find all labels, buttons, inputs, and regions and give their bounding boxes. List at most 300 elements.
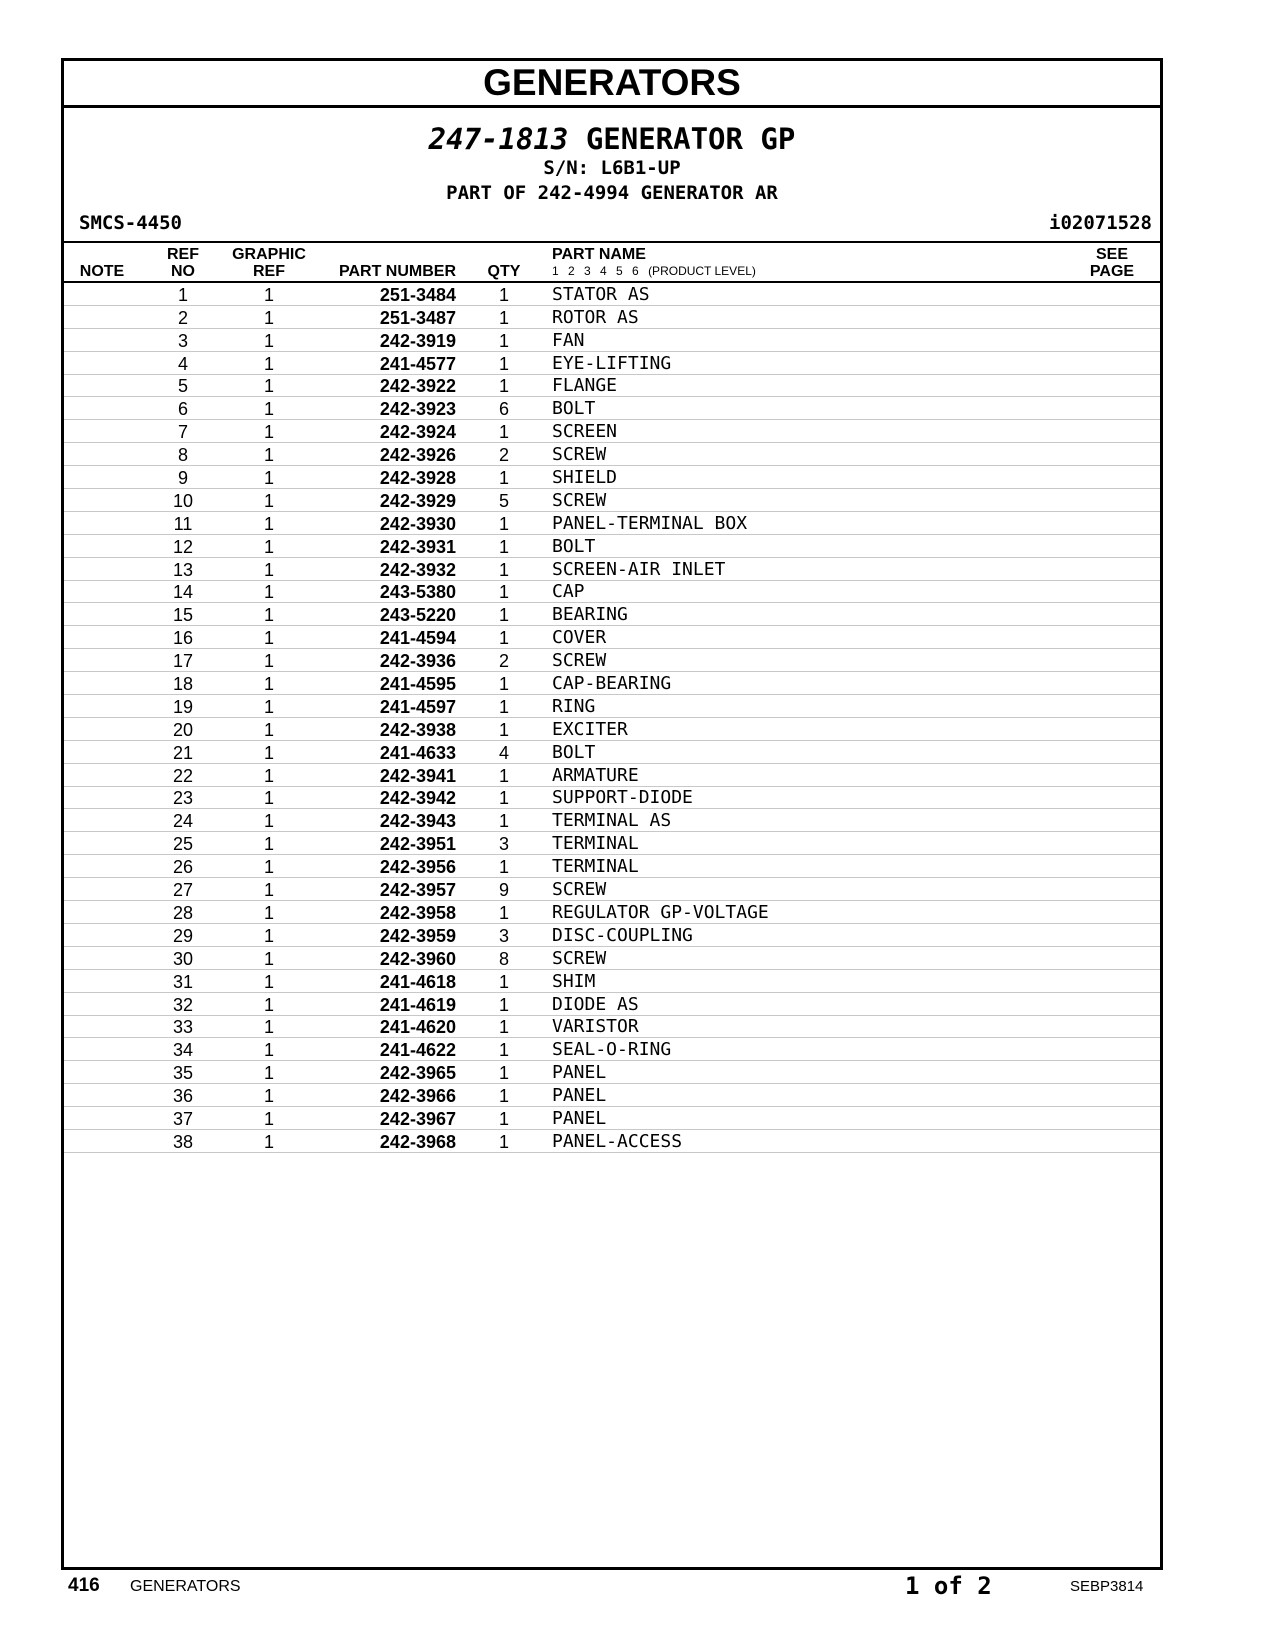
see-page-cell [1064, 740, 1160, 763]
ref-no-cell: 35 [140, 1061, 226, 1084]
table-row [64, 901, 1160, 924]
ref-no-cell: 5 [140, 374, 226, 397]
parts-table-body [64, 282, 1160, 1152]
header-ref-no [140, 242, 226, 282]
header-ref-top: REF [167, 246, 199, 263]
qty-cell: 1 [464, 580, 544, 603]
qty-cell: 1 [464, 695, 544, 718]
ref-no-cell: 4 [140, 351, 226, 374]
part-name-cell: BEARING [544, 603, 1064, 626]
header-graphic-bottom: REF [253, 263, 285, 280]
table-row [64, 649, 1160, 672]
qty-cell: 2 [464, 649, 544, 672]
part-name-cell: FLANGE [544, 374, 1064, 397]
see-page-cell [1064, 878, 1160, 901]
table-row [64, 878, 1160, 901]
table-row [64, 695, 1160, 718]
ref-no-cell: 25 [140, 832, 226, 855]
part-name-cell: VARISTOR [544, 1015, 1064, 1038]
graphic-ref-cell: 1 [226, 351, 312, 374]
group-name: GENERATOR GP [585, 122, 796, 156]
see-page-cell [1064, 763, 1160, 786]
table-row [64, 351, 1160, 374]
part-name-cell: SCREW [544, 649, 1064, 672]
graphic-ref-cell: 1 [226, 1084, 312, 1107]
illustration-id: i02071528 [1049, 212, 1152, 234]
part-name-cell: BOLT [544, 740, 1064, 763]
page-footer [0, 1572, 1275, 1607]
graphic-ref-cell: 1 [226, 809, 312, 832]
see-page-cell [1064, 717, 1160, 740]
see-page-cell [1064, 420, 1160, 443]
ref-no-cell: 2 [140, 305, 226, 328]
see-page-cell [1064, 1129, 1160, 1152]
note-cell [64, 1129, 140, 1152]
ref-no-cell: 28 [140, 901, 226, 924]
part-name-cell: PANEL-TERMINAL BOX [544, 511, 1064, 534]
see-page-cell [1064, 992, 1160, 1015]
note-cell [64, 282, 140, 305]
see-page-cell [1064, 649, 1160, 672]
qty-cell: 1 [464, 603, 544, 626]
see-page-cell [1064, 397, 1160, 420]
qty-cell: 4 [464, 740, 544, 763]
note-cell [64, 649, 140, 672]
ref-no-cell: 23 [140, 786, 226, 809]
graphic-ref-cell: 1 [226, 786, 312, 809]
qty-cell: 1 [464, 534, 544, 557]
part-name-cell: SHIM [544, 969, 1064, 992]
part-number-cell: 243-5220 [312, 603, 464, 626]
see-page-cell [1064, 969, 1160, 992]
note-cell [64, 397, 140, 420]
qty-cell: 1 [464, 992, 544, 1015]
part-name-cell: DISC-COUPLING [544, 923, 1064, 946]
note-cell [64, 809, 140, 832]
part-number-cell: 241-4618 [312, 969, 464, 992]
part-number-cell: 242-3938 [312, 717, 464, 740]
ref-no-cell: 36 [140, 1084, 226, 1107]
table-row [64, 717, 1160, 740]
table-row [64, 580, 1160, 603]
qty-cell: 8 [464, 946, 544, 969]
note-cell [64, 603, 140, 626]
part-number-cell: 242-3957 [312, 878, 464, 901]
table-row [64, 1129, 1160, 1152]
part-name-cell: CAP-BEARING [544, 672, 1064, 695]
ref-no-cell: 38 [140, 1129, 226, 1152]
qty-cell: 3 [464, 832, 544, 855]
graphic-ref-cell: 1 [226, 443, 312, 466]
ref-no-cell: 26 [140, 855, 226, 878]
qty-cell: 1 [464, 1107, 544, 1130]
graphic-ref-cell: 1 [226, 397, 312, 420]
header-graphic-top: GRAPHIC [232, 246, 306, 263]
qty-cell: 1 [464, 855, 544, 878]
table-row [64, 557, 1160, 580]
note-cell [64, 695, 140, 718]
graphic-ref-cell: 1 [226, 946, 312, 969]
qty-cell: 1 [464, 374, 544, 397]
part-number-cell: 241-4577 [312, 351, 464, 374]
see-page-cell [1064, 305, 1160, 328]
part-number-cell: 242-3929 [312, 489, 464, 512]
see-page-cell [1064, 1015, 1160, 1038]
qty-cell: 1 [464, 282, 544, 305]
part-number-cell: 241-4594 [312, 626, 464, 649]
table-row [64, 466, 1160, 489]
part-number-cell: 242-3936 [312, 649, 464, 672]
serial-range: S/N: L6B1-UP [543, 157, 681, 179]
part-number-cell: 243-5380 [312, 580, 464, 603]
header-graphic-ref [226, 242, 312, 282]
section-title: GENERATORS [64, 61, 1160, 108]
note-cell [64, 992, 140, 1015]
ref-no-cell: 18 [140, 672, 226, 695]
table-row [64, 603, 1160, 626]
table-row [64, 305, 1160, 328]
ref-no-cell: 30 [140, 946, 226, 969]
part-number-cell: 242-3928 [312, 466, 464, 489]
qty-cell: 1 [464, 969, 544, 992]
group-heading [64, 122, 1160, 206]
note-cell [64, 923, 140, 946]
graphic-ref-cell: 1 [226, 282, 312, 305]
see-page-cell [1064, 946, 1160, 969]
see-page-cell [1064, 809, 1160, 832]
ref-no-cell: 12 [140, 534, 226, 557]
part-number-cell: 242-3942 [312, 786, 464, 809]
part-number-cell: 242-3956 [312, 855, 464, 878]
qty-cell: 1 [464, 557, 544, 580]
note-cell [64, 1061, 140, 1084]
qty-cell: 1 [464, 466, 544, 489]
ref-no-cell: 10 [140, 489, 226, 512]
header-qty: QTY [464, 242, 544, 282]
part-number-cell: 242-3960 [312, 946, 464, 969]
see-page-cell [1064, 855, 1160, 878]
ref-no-cell: 20 [140, 717, 226, 740]
note-cell [64, 855, 140, 878]
table-row [64, 1084, 1160, 1107]
graphic-ref-cell: 1 [226, 855, 312, 878]
table-row [64, 832, 1160, 855]
header-product-levels [552, 263, 1064, 280]
note-cell [64, 946, 140, 969]
see-page-cell [1064, 282, 1160, 305]
note-cell [64, 672, 140, 695]
part-number-cell: 251-3484 [312, 282, 464, 305]
note-cell [64, 786, 140, 809]
ref-no-cell: 34 [140, 1038, 226, 1061]
part-number-cell: 242-3926 [312, 443, 464, 466]
part-name-cell: SCREEN-AIR INLET [544, 557, 1064, 580]
part-name-cell: SCREW [544, 878, 1064, 901]
header-part-name-label: PART NAME [552, 246, 646, 263]
part-name-cell: RING [544, 695, 1064, 718]
see-page-cell [1064, 626, 1160, 649]
ref-no-cell: 11 [140, 511, 226, 534]
header-see-page [1064, 242, 1160, 282]
part-number-cell: 242-3930 [312, 511, 464, 534]
parts-table [64, 241, 1160, 1153]
qty-cell: 6 [464, 397, 544, 420]
header-level-numbers: 1 2 3 4 5 6 [552, 264, 639, 278]
see-page-cell [1064, 489, 1160, 512]
part-number-cell: 242-3968 [312, 1129, 464, 1152]
table-row [64, 282, 1160, 305]
table-row [64, 534, 1160, 557]
part-name-cell: ROTOR AS [544, 305, 1064, 328]
see-page-cell [1064, 1038, 1160, 1061]
id-line [64, 206, 1160, 236]
ref-no-cell: 31 [140, 969, 226, 992]
note-cell [64, 580, 140, 603]
note-cell [64, 305, 140, 328]
see-page-cell [1064, 351, 1160, 374]
see-page-cell [1064, 901, 1160, 924]
ref-no-cell: 27 [140, 878, 226, 901]
table-row [64, 626, 1160, 649]
qty-cell: 1 [464, 511, 544, 534]
graphic-ref-cell: 1 [226, 534, 312, 557]
qty-cell: 1 [464, 1061, 544, 1084]
table-row [64, 786, 1160, 809]
table-row [64, 855, 1160, 878]
footer-sheet: 1 of 2 [905, 1572, 992, 1600]
table-row [64, 511, 1160, 534]
table-row [64, 328, 1160, 351]
table-row [64, 763, 1160, 786]
see-page-cell [1064, 580, 1160, 603]
header-see-bottom: PAGE [1089, 263, 1135, 280]
see-page-cell [1064, 374, 1160, 397]
part-name-cell: TERMINAL [544, 832, 1064, 855]
smcs-code: SMCS-4450 [79, 212, 182, 234]
part-name-cell: DIODE AS [544, 992, 1064, 1015]
table-row [64, 1107, 1160, 1130]
header-ref-bottom: NO [171, 263, 195, 280]
ref-no-cell: 3 [140, 328, 226, 351]
note-cell [64, 969, 140, 992]
qty-cell: 1 [464, 1129, 544, 1152]
ref-no-cell: 24 [140, 809, 226, 832]
graphic-ref-cell: 1 [226, 1015, 312, 1038]
see-page-cell [1064, 443, 1160, 466]
parts-table-header [64, 242, 1160, 282]
part-number-cell: 242-3923 [312, 397, 464, 420]
note-cell [64, 763, 140, 786]
ref-no-cell: 17 [140, 649, 226, 672]
note-cell [64, 328, 140, 351]
ref-no-cell: 29 [140, 923, 226, 946]
ref-no-cell: 22 [140, 763, 226, 786]
part-number-cell: 242-3951 [312, 832, 464, 855]
part-name-cell: BOLT [544, 534, 1064, 557]
qty-cell: 1 [464, 763, 544, 786]
group-title [64, 122, 1160, 156]
part-number-cell: 242-3922 [312, 374, 464, 397]
graphic-ref-cell: 1 [226, 580, 312, 603]
table-row [64, 1015, 1160, 1038]
header-part-name [544, 242, 1064, 282]
part-name-cell: SHIELD [544, 466, 1064, 489]
part-name-cell: CAP [544, 580, 1064, 603]
header-product-level-label: (PRODUCT LEVEL) [648, 264, 756, 278]
part-number-cell: 242-3966 [312, 1084, 464, 1107]
qty-cell: 1 [464, 420, 544, 443]
part-number-cell: 241-4597 [312, 695, 464, 718]
note-cell [64, 534, 140, 557]
qty-cell: 1 [464, 786, 544, 809]
qty-cell: 1 [464, 1084, 544, 1107]
table-row [64, 809, 1160, 832]
group-part-number: 247-1813 [428, 122, 569, 156]
qty-cell: 2 [464, 443, 544, 466]
graphic-ref-cell: 1 [226, 992, 312, 1015]
graphic-ref-cell: 1 [226, 1038, 312, 1061]
see-page-cell [1064, 511, 1160, 534]
see-page-cell [1064, 328, 1160, 351]
graphic-ref-cell: 1 [226, 328, 312, 351]
part-name-cell: ARMATURE [544, 763, 1064, 786]
note-cell [64, 740, 140, 763]
part-name-cell: TERMINAL AS [544, 809, 1064, 832]
qty-cell: 1 [464, 305, 544, 328]
note-cell [64, 1038, 140, 1061]
graphic-ref-cell: 1 [226, 557, 312, 580]
note-cell [64, 489, 140, 512]
qty-cell: 1 [464, 1038, 544, 1061]
table-row [64, 397, 1160, 420]
table-row [64, 923, 1160, 946]
note-cell [64, 557, 140, 580]
part-name-cell: SEAL-O-RING [544, 1038, 1064, 1061]
part-name-cell: SUPPORT-DIODE [544, 786, 1064, 809]
see-page-cell [1064, 1061, 1160, 1084]
graphic-ref-cell: 1 [226, 1061, 312, 1084]
see-page-cell [1064, 603, 1160, 626]
part-number-cell: 242-3941 [312, 763, 464, 786]
note-cell [64, 1015, 140, 1038]
part-name-cell: SCREEN [544, 420, 1064, 443]
footer-doc-id: SEBP3814 [1070, 1578, 1144, 1595]
footer-section: GENERATORS [130, 1578, 241, 1595]
graphic-ref-cell: 1 [226, 901, 312, 924]
part-number-cell: 241-4633 [312, 740, 464, 763]
note-cell [64, 351, 140, 374]
see-page-cell [1064, 534, 1160, 557]
part-number-cell: 242-3931 [312, 534, 464, 557]
ref-no-cell: 8 [140, 443, 226, 466]
part-name-cell: EXCITER [544, 717, 1064, 740]
part-number-cell: 242-3919 [312, 328, 464, 351]
part-number-cell: 242-3932 [312, 557, 464, 580]
part-name-cell: PANEL [544, 1084, 1064, 1107]
qty-cell: 1 [464, 351, 544, 374]
ref-no-cell: 32 [140, 992, 226, 1015]
qty-cell: 1 [464, 672, 544, 695]
ref-no-cell: 15 [140, 603, 226, 626]
see-page-cell [1064, 557, 1160, 580]
ref-no-cell: 6 [140, 397, 226, 420]
see-page-cell [1064, 923, 1160, 946]
part-name-cell: PANEL-ACCESS [544, 1129, 1064, 1152]
see-page-cell [1064, 672, 1160, 695]
part-name-cell: EYE-LIFTING [544, 351, 1064, 374]
graphic-ref-cell: 1 [226, 466, 312, 489]
table-row [64, 969, 1160, 992]
graphic-ref-cell: 1 [226, 603, 312, 626]
ref-no-cell: 1 [140, 282, 226, 305]
footer-page-number: 416 [68, 1575, 100, 1596]
page-frame [61, 58, 1163, 1570]
graphic-ref-cell: 1 [226, 1129, 312, 1152]
see-page-cell [1064, 466, 1160, 489]
table-row [64, 1061, 1160, 1084]
ref-no-cell: 16 [140, 626, 226, 649]
part-number-cell: 242-3958 [312, 901, 464, 924]
note-cell [64, 878, 140, 901]
qty-cell: 1 [464, 717, 544, 740]
ref-no-cell: 7 [140, 420, 226, 443]
table-row [64, 992, 1160, 1015]
graphic-ref-cell: 1 [226, 695, 312, 718]
table-row [64, 1038, 1160, 1061]
table-row [64, 374, 1160, 397]
note-cell [64, 832, 140, 855]
qty-cell: 1 [464, 1015, 544, 1038]
graphic-ref-cell: 1 [226, 489, 312, 512]
part-name-cell: REGULATOR GP-VOLTAGE [544, 901, 1064, 924]
note-cell [64, 1107, 140, 1130]
graphic-ref-cell: 1 [226, 717, 312, 740]
ref-no-cell: 21 [140, 740, 226, 763]
graphic-ref-cell: 1 [226, 763, 312, 786]
part-number-cell: 242-3959 [312, 923, 464, 946]
graphic-ref-cell: 1 [226, 923, 312, 946]
note-cell [64, 901, 140, 924]
graphic-ref-cell: 1 [226, 374, 312, 397]
part-number-cell: 241-4619 [312, 992, 464, 1015]
part-name-cell: PANEL [544, 1107, 1064, 1130]
ref-no-cell: 14 [140, 580, 226, 603]
see-page-cell [1064, 832, 1160, 855]
see-page-cell [1064, 695, 1160, 718]
graphic-ref-cell: 1 [226, 649, 312, 672]
qty-cell: 1 [464, 328, 544, 351]
graphic-ref-cell: 1 [226, 969, 312, 992]
part-name-cell: SCREW [544, 489, 1064, 512]
table-row [64, 672, 1160, 695]
part-name-cell: SCREW [544, 443, 1064, 466]
note-cell [64, 420, 140, 443]
ref-no-cell: 37 [140, 1107, 226, 1130]
see-page-cell [1064, 786, 1160, 809]
part-number-cell: 241-4622 [312, 1038, 464, 1061]
graphic-ref-cell: 1 [226, 878, 312, 901]
header-note: NOTE [64, 242, 140, 282]
part-number-cell: 241-4620 [312, 1015, 464, 1038]
note-cell [64, 626, 140, 649]
part-name-cell: PANEL [544, 1061, 1064, 1084]
part-name-cell: BOLT [544, 397, 1064, 420]
part-number-cell: 242-3924 [312, 420, 464, 443]
ref-no-cell: 13 [140, 557, 226, 580]
part-name-cell: STATOR AS [544, 282, 1064, 305]
graphic-ref-cell: 1 [226, 832, 312, 855]
qty-cell: 9 [464, 878, 544, 901]
